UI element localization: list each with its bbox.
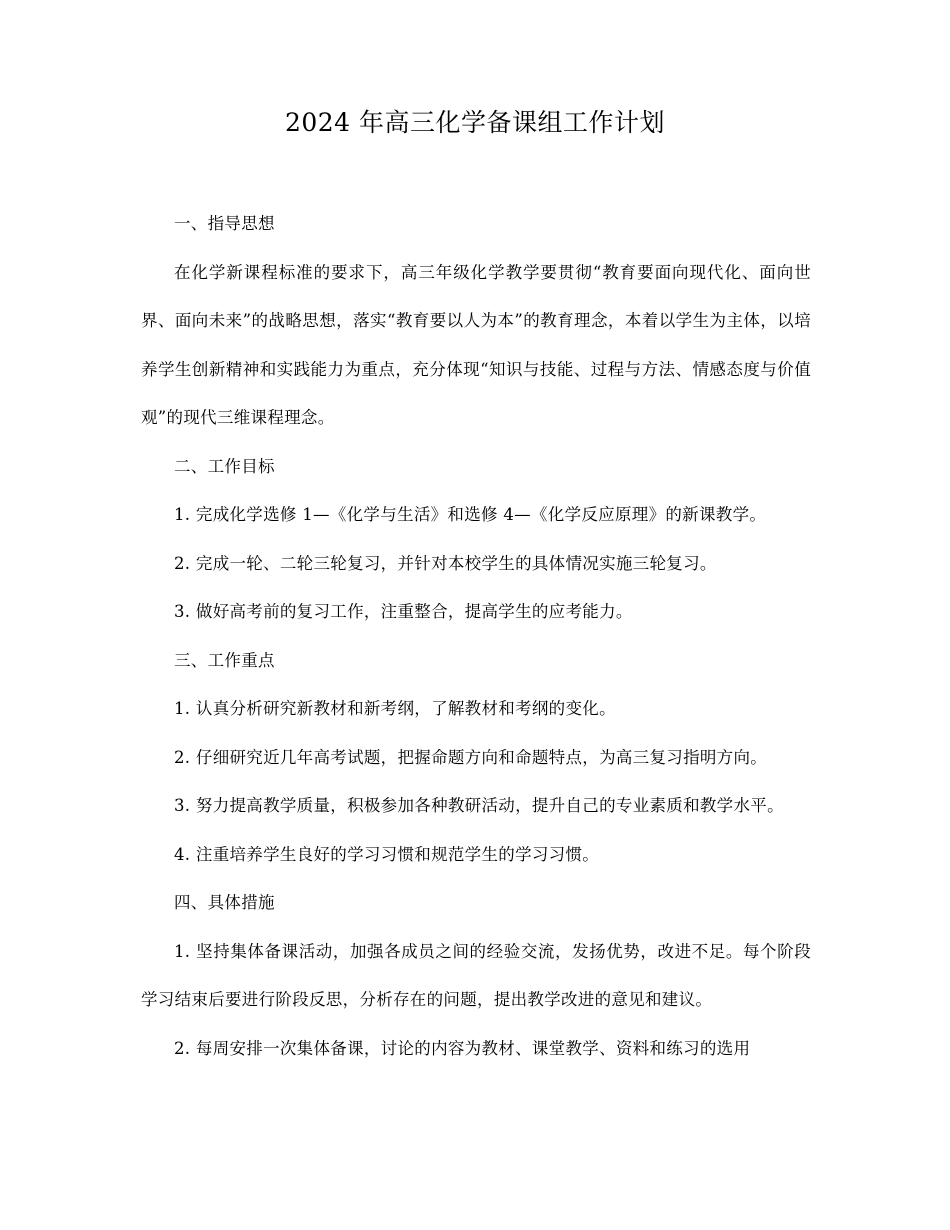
section-heading-work-goals: 二、工作目标 xyxy=(174,456,275,476)
section-heading-guiding-ideology: 一、指导思想 xyxy=(174,214,275,233)
goal-item-2: 2. 完成一轮、二轮三轮复习，并针对本校学生的具体情况实施三轮复习。 xyxy=(174,553,717,573)
focus-item-1: 1. 认真分析研究新教材和新考纲，了解教材和考纲的变化。 xyxy=(174,699,616,718)
section-heading-work-focus: 三、工作重点 xyxy=(174,650,275,670)
measure-item-1: 1. 坚持集体备课活动，加强各成员之间的经验交流，发扬优势，改进不足。每个阶段学习结束后要进行阶段反思，分析存在的问题，提出教学改进的意见和建议。 xyxy=(141,941,811,1009)
goal-item-3: 3. 做好高考前的复习工作，注重整合，提高学生的应考能力。 xyxy=(174,602,633,621)
document-body xyxy=(141,200,811,1073)
goal-item-1: 1. 完成化学选修 1—《化学与生活》和选修 4—《化学反应原理》的新课教学。 xyxy=(174,505,767,524)
document-title: 2024 年高三化学备课组工作计划 xyxy=(284,108,666,137)
focus-item-4: 4. 注重培养学生良好的学习习惯和规范学生的学习习惯。 xyxy=(174,844,600,864)
paragraph-guiding-ideology: 在化学新课程标准的要求下，高三年级化学教学要贯彻“教育要面向现代化、面向世界、面向未来”的战略思想，落实“教育要以人为本”的教育理念，本着以学生为主体，以培养学生创新精神和实践能力为重点，充分体现“知识与技能、过程与方法、情感态度与价值观”的现代三维课程理念。 xyxy=(141,262,811,427)
focus-item-3: 3. 努力提高教学质量，积极参加各种教研活动，提升自己的专业素质和教学水平。 xyxy=(174,796,784,815)
section-heading-measures: 四、具体措施 xyxy=(174,893,275,912)
measure-item-2: 2. 每周安排一次集体备课，讨论的内容为教材、课堂教学、资料和练习的选用 xyxy=(174,1038,751,1058)
focus-item-2: 2. 仔细研究近几年高考试题，把握命题方向和命题特点，为高三复习指明方向。 xyxy=(174,747,768,767)
